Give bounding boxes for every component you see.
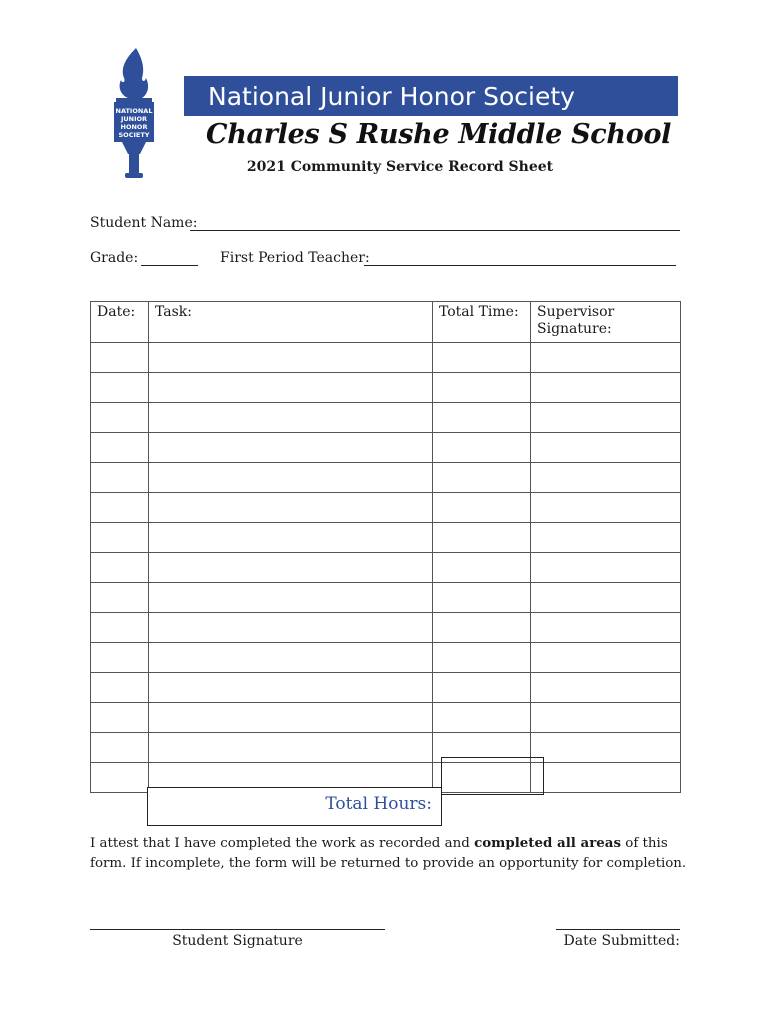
total-time-cell[interactable]	[433, 673, 531, 703]
date-cell[interactable]	[91, 703, 149, 733]
table-header-row	[91, 302, 681, 343]
grade-field[interactable]	[141, 265, 198, 266]
total-hours-label: Total Hours:	[325, 794, 432, 814]
supervisor-signature-cell[interactable]	[531, 463, 681, 493]
table-body	[91, 343, 681, 793]
date-cell[interactable]	[91, 433, 149, 463]
table-row	[91, 463, 681, 493]
svg-text:SOCIETY: SOCIETY	[118, 131, 150, 139]
teacher-label: First Period Teacher:	[220, 250, 370, 266]
attestation-emphasis: completed all areas	[474, 835, 622, 851]
supervisor-signature-cell[interactable]	[531, 493, 681, 523]
task-cell[interactable]	[149, 373, 433, 403]
student-signature-label: Student Signature	[172, 933, 303, 949]
table-row	[91, 673, 681, 703]
supervisor-signature-cell[interactable]	[531, 373, 681, 403]
table-row	[91, 523, 681, 553]
total-time-cell[interactable]	[433, 523, 531, 553]
supervisor-signature-cell[interactable]	[531, 613, 681, 643]
total-time-cell[interactable]	[433, 373, 531, 403]
table-row	[91, 553, 681, 583]
total-time-sum-box[interactable]	[441, 757, 544, 795]
student-signature-field[interactable]	[90, 929, 385, 930]
date-cell[interactable]	[91, 373, 149, 403]
supervisor-signature-cell[interactable]	[531, 553, 681, 583]
sheet-title: 2021 Community Service Record Sheet	[246, 159, 554, 175]
student-name-label: Student Name:	[90, 215, 198, 231]
grade-label: Grade:	[90, 250, 139, 266]
total-time-cell[interactable]	[433, 553, 531, 583]
date-cell[interactable]	[91, 553, 149, 583]
total-time-cell[interactable]	[433, 643, 531, 673]
date-cell[interactable]	[91, 403, 149, 433]
supervisor-signature-cell[interactable]	[531, 733, 681, 763]
header-total-time: Total Time:	[433, 302, 531, 343]
table-row	[91, 373, 681, 403]
supervisor-signature-cell[interactable]	[531, 523, 681, 553]
supervisor-signature-cell[interactable]	[531, 643, 681, 673]
service-log-table	[90, 301, 681, 793]
supervisor-signature-cell[interactable]	[531, 703, 681, 733]
task-cell[interactable]	[149, 553, 433, 583]
table-row	[91, 403, 681, 433]
svg-text:HONOR: HONOR	[120, 123, 148, 131]
date-submitted-field[interactable]	[556, 929, 680, 930]
date-cell[interactable]	[91, 673, 149, 703]
total-time-cell[interactable]	[433, 403, 531, 433]
table-row	[91, 613, 681, 643]
attestation-text	[90, 833, 690, 874]
attestation-part: I attest that I have completed the work as recorded and	[90, 836, 475, 851]
svg-text:JUNIOR: JUNIOR	[120, 115, 148, 123]
date-cell[interactable]	[91, 343, 149, 373]
task-cell[interactable]	[149, 523, 433, 553]
date-cell[interactable]	[91, 463, 149, 493]
total-time-cell[interactable]	[433, 613, 531, 643]
supervisor-signature-cell[interactable]	[531, 343, 681, 373]
date-cell[interactable]	[91, 523, 149, 553]
table-row	[91, 583, 681, 613]
table-row	[91, 733, 681, 763]
supervisor-signature-cell[interactable]	[531, 763, 681, 793]
student-name-field[interactable]	[190, 230, 680, 231]
teacher-field[interactable]	[364, 265, 676, 266]
task-cell[interactable]	[149, 613, 433, 643]
task-cell[interactable]	[149, 643, 433, 673]
supervisor-signature-cell[interactable]	[531, 673, 681, 703]
date-cell[interactable]	[91, 613, 149, 643]
total-time-cell[interactable]	[433, 703, 531, 733]
task-cell[interactable]	[149, 703, 433, 733]
table-row	[91, 493, 681, 523]
total-time-cell[interactable]	[433, 463, 531, 493]
task-cell[interactable]	[149, 433, 433, 463]
table-row	[91, 433, 681, 463]
banner-title: National Junior Honor Society	[208, 82, 575, 111]
task-cell[interactable]	[149, 583, 433, 613]
header-date: Date:	[91, 302, 149, 343]
date-cell[interactable]	[91, 763, 149, 793]
supervisor-signature-cell[interactable]	[531, 403, 681, 433]
date-cell[interactable]	[91, 493, 149, 523]
table-row	[91, 343, 681, 373]
task-cell[interactable]	[149, 463, 433, 493]
logo-text: NATIONAL	[115, 107, 153, 115]
header-supervisor-signature: Supervisor Signature:	[531, 302, 681, 343]
date-submitted-label: Date Submitted:	[563, 933, 680, 949]
total-time-cell[interactable]	[433, 583, 531, 613]
total-time-cell[interactable]	[433, 433, 531, 463]
supervisor-signature-cell[interactable]	[531, 433, 681, 463]
task-cell[interactable]	[149, 343, 433, 373]
total-time-cell[interactable]	[433, 493, 531, 523]
header-task: Task:	[149, 302, 433, 343]
task-cell[interactable]	[149, 733, 433, 763]
task-cell[interactable]	[149, 493, 433, 523]
supervisor-signature-cell[interactable]	[531, 583, 681, 613]
date-cell[interactable]	[91, 583, 149, 613]
table-row	[91, 643, 681, 673]
table-row	[91, 703, 681, 733]
date-cell[interactable]	[91, 643, 149, 673]
school-name: Charles S Rushe Middle School	[206, 119, 672, 150]
attestation-part: of this form. If incomplete, the form will be returned to provide an opportunity for completion.	[90, 836, 687, 871]
date-cell[interactable]	[91, 733, 149, 763]
total-time-cell[interactable]	[433, 343, 531, 373]
task-cell[interactable]	[149, 403, 433, 433]
task-cell[interactable]	[149, 673, 433, 703]
